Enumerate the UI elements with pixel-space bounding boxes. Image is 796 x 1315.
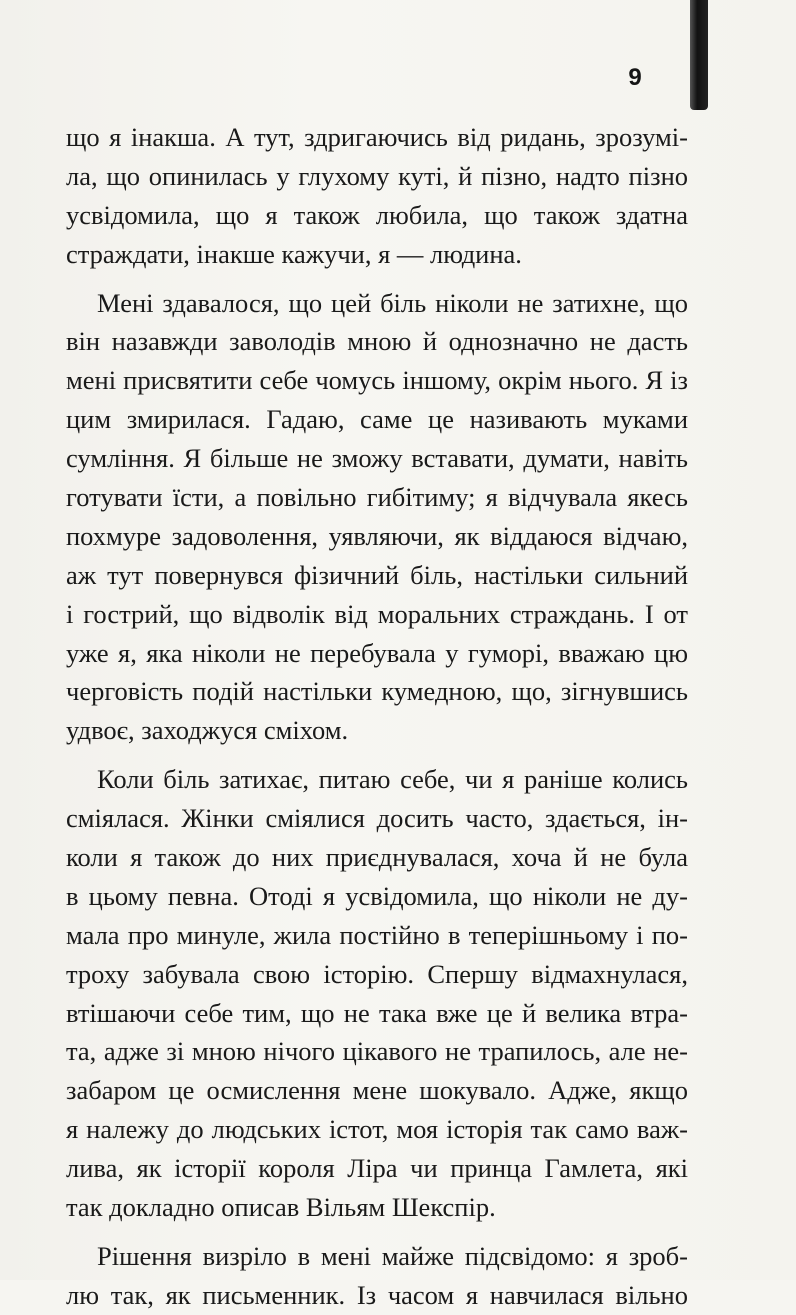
text-line: сумління. Я більше не зможу вставати, думати, навіть: [66, 443, 688, 474]
text-line: черговість подій настільки кумедною, що, зігнувшись: [66, 676, 688, 707]
text-line: аж тут повернувся фізичний біль, настільки сильний: [66, 559, 688, 590]
paragraph-1: [66, 118, 688, 274]
text-line: лива, як історії короля Ліра чи принца Гамлета, які: [66, 1153, 688, 1184]
text-line: я належу до людських істот, моя історія так само важ-: [66, 1114, 688, 1145]
text-line: готувати їсти, а повільно гибітиму; я відчувала якесь: [66, 482, 688, 513]
text-line: троху забувала свою історію. Спершу відмахнулася,: [66, 958, 688, 989]
text-line: цим змирилася. Гадаю, саме це називають муками: [66, 404, 688, 435]
text-line: лю так, як письменник. Із часом я навчилася вільно: [66, 1279, 688, 1310]
text-line: Коли біль затихає, питаю себе, чи я раніше колись: [97, 764, 688, 795]
text-line: удвоє, заходжуся сміхом.: [66, 715, 349, 746]
text-line: та, адже зі мною нічого цікавого не трапилось, але не-: [66, 1036, 688, 1067]
text-line: і гострий, що відволік від моральних страждань. І от: [66, 598, 688, 629]
text-line: що я інакша. А тут, здригаючись від ридань, зрозумі-: [66, 122, 688, 152]
text-line: забаром це осмислення мене шокувало. Адже, якщо: [66, 1075, 688, 1106]
text-line: уже я, яка ніколи не перебувала у гуморі, вважаю цю: [66, 637, 688, 668]
text-line: в цьому певна. Отоді я усвідомила, що ніколи не ду-: [66, 880, 688, 911]
text-line: він назавжди заволодів мною й однозначно не дасть: [66, 326, 688, 357]
text-line: страждати, інакше кажучи, я — людина.: [66, 238, 522, 269]
text-line: Рішення визріло в мені майже підсвідомо: я зроб-: [97, 1240, 688, 1271]
paragraph-4: [66, 1237, 688, 1315]
text-line: так докладно описав Вільям Шекспір.: [66, 1192, 496, 1223]
paragraph-2: [66, 284, 688, 751]
text-line: сміялася. Жінки сміялися досить часто, здається, ін-: [66, 803, 688, 834]
text-line: мені присвятити себе чомусь іншому, окрім нього. Я із: [66, 365, 688, 396]
page-number: 9: [628, 64, 642, 91]
text-line: коли я також до них приєднувалася, хоча й не була: [66, 842, 688, 873]
body-text: [66, 118, 688, 1315]
text-line: Мені здавалося, що цей біль ніколи не затихне, що: [97, 287, 688, 318]
page-edge-shadow: [690, 0, 708, 110]
text-line: похмуре задоволення, уявляючи, як віддаюся відчаю,: [66, 520, 688, 551]
text-line: мала про минуле, жила постійно в теперішньому і по-: [66, 919, 688, 950]
paragraph-3: [66, 760, 688, 1227]
text-line: ла, що опинилась у глухому куті, й пізно, надто пізно: [66, 160, 688, 191]
text-line: усвідомила, що я також любила, що також здатна: [66, 199, 688, 230]
text-line: втішаючи себе тим, що не така вже це й велика втра-: [66, 997, 688, 1028]
